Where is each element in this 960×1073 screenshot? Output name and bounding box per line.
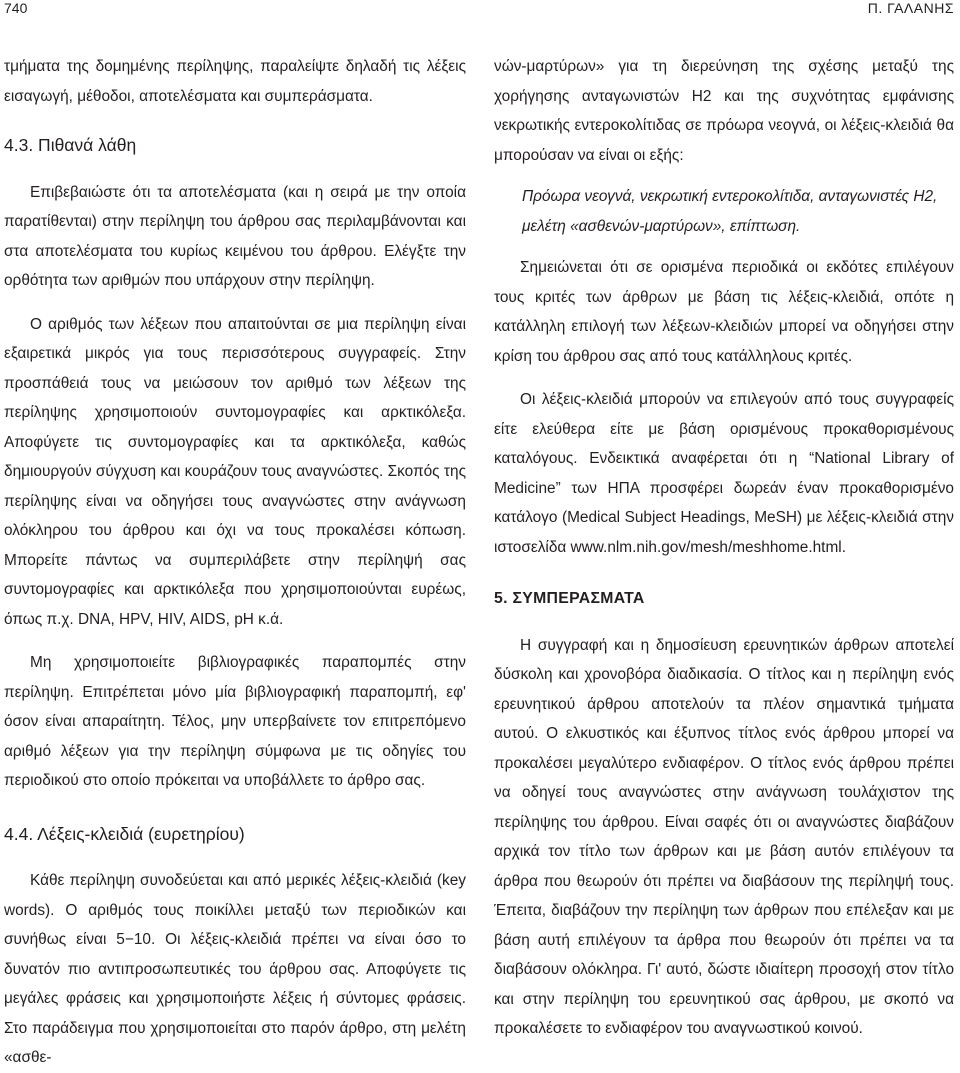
right-column bbox=[494, 52, 954, 1044]
paragraph: Ο αριθμός των λέξεων που απαιτούνται σε μια περίληψη είναι εξαιρετικά μικρός για τους περισσότερους συγγραφείς. Στην προσπάθειά τους να μειώσουν τον αριθμό των λέξεων της περίληψης χρησιμοποιούν συντομογραφίες και αρκτικόλεξα. Αποφύγετε τις συντομογραφίες και τα αρκτικόλεξα, καθώς δημιουργούν σύγχυση και κουράζουν τους αναγνώστες. Σκοπός της περίληψης είναι να οδηγήσει τους αναγνώστες στην ανάγνωση ολόκληρου του άρθρου και όχι να τους προκαλέσει κόπωση. Μπορείτε πάντως να συμπεριλάβετε στην περίληψή σας συντομογραφίες και αρκτικόλεξα που χρησιμοποιούνται ευρέως, όπως π.χ. DNA, HPV, HIV, AIDS, pH κ.ά. bbox=[4, 315, 466, 628]
section-heading-4-4: 4.4. Λέξεις-κλειδιά (ευρετηρίου) bbox=[4, 823, 245, 844]
paragraph: Σημειώνεται ότι σε ορισμένα περιοδικά οι εκδότες επιλέγουν τους κριτές των άρθρων με βάση τις λέξεις-κλειδιά, οπότε η κατάλληλη επιλογή των λέξεων-κλειδιών μπορεί να οδηγήσει στην κρίση του άρθρου σας από τους κατάλληλους κριτές. bbox=[494, 259, 954, 365]
paragraph: Οι λέξεις-κλειδιά μπορούν να επιλεγούν από τους συγγραφείς είτε ελεύθερα είτε με βάση ορισμένους προκαθορισμένους καταλόγους. Ενδεικτικά αναφέρεται ότι η “National Library of Medicine” των ΗΠΑ προσφέρει δωρεάν έναν προκαθορισμένο κατάλογο (Medical Subject Headings, MeSH) με λέξεις-κλειδιά στην ιστοσελίδα www.nlm.nih.gov/mesh/meshhome.html. bbox=[494, 391, 954, 556]
paragraph: Η συγγραφή και η δημοσίευση ερευνητικών άρθρων αποτελεί δύσκολη και χρονοβόρα διαδικασία. Ο τίτλος και η περίληψη ενός ερευνητικού άρθρου αποτελούν τα πλέον σημαντικά τμήματα αυτού. Ο ελκυστικός και έξυπνος τίτλος ενός άρθρου μπορεί να προκαλέσει μεγαλύτερο ενδιαφέρον. Ο τίτλος ενός άρθρου πρέπει να οδηγεί τους αναγνώστες στην ανάγνωση τουλάχιστον της περίληψης του άρθρου. Είναι σαφές ότι οι αναγνώστες διαβάζουν αρχικά τον τίτλο των άρθρων και με βάση αυτόν επιλέγουν τα άρθρα που θεωρούν ότι πρέπει να διαβάσουν της περίληψή τους. Έπειτα, διαβάζουν την περίληψη των άρθρων που επέλεξαν και με βάση αυτή επιλέγουν τα άρθρα που θεωρούν ότι πρέπει να τα διαβάσουν ολόκληρα. Γι' αυτό, δώστε ιδιαίτερη προσοχή στον τίτλο και στην περίληψη του ερευνητικού σας άρθρου, με σκοπό να προκαλέσετε το ενδιαφέρον του αναγνωστικού κοινού. bbox=[494, 636, 954, 1037]
section-heading-5: 5. ΣΥΜΠΕΡΑΣΜΑΤΑ bbox=[494, 590, 645, 607]
left-column bbox=[4, 52, 466, 1073]
page-number: 740 bbox=[4, 0, 28, 16]
keywords-example: Πρόωρα νεογνά, νεκρωτική εντεροκολίτιδα, ανταγωνιστές Η2, μελέτη «ασθενών-μαρτύρων», επίπτωση. bbox=[522, 188, 938, 235]
paragraph: Μη χρησιμοποιείτε βιβλιογραφικές παραπομπές στην περίληψη. Επιτρέπεται μόνο μία βιβλιογραφική παραπομπή, εφ' όσον είναι απαραίτητη. Τέλος, μην υπερβαίνετε τον επιτρεπόμενο αριθμό λέξεων για την περίληψη σύμφωνα με τις οδηγίες του περιοδικού στο οποίο πρόκειται να υποβάλλετε το άρθρο σας. bbox=[4, 654, 466, 789]
paragraph: τμήματα της δομημένης περίληψης, παραλείψτε δηλαδή τις λέξεις εισαγωγή, μέθοδοι, αποτελέσματα και συμπεράσματα. bbox=[4, 58, 466, 105]
paragraph: Επιβεβαιώστε ότι τα αποτελέσματα (και η σειρά με την οποία παρατίθενται) στην περίληψη του άρθρου σας περιλαμβάνονται και στα αποτελέσματα του κυρίως κειμένου του άρθρου. Ελέγξτε την ορθότητα των αριθμών που υπάρχουν στην περίληψη. bbox=[4, 183, 466, 289]
paragraph: Κάθε περίληψη συνοδεύεται και από μερικές λέξεις-κλειδιά (key words). Ο αριθμός τους ποικίλλει μεταξύ των περιοδικών και συνήθως είναι 5−10. Οι λέξεις-κλειδιά πρέπει να είναι όσο το δυνατόν πιο αντιπροσωπευτικές του άρθρου σας. Αποφύγετε τις μεγάλες φράσεις και χρησιμοποιήστε λέξεις ή σύντομες φράσεις. Στο παράδειγμα που χρησιμοποιείται στο παρόν άρθρο, στη μελέτη «ασθε- bbox=[4, 872, 466, 1066]
paragraph: νών-μαρτύρων» για τη διερεύνηση της σχέσης μεταξύ της χορήγησης ανταγωνιστών Η2 και της συχνότητας εμφάνισης νεκρωτικής εντεροκολίτιδας σε πρόωρα νεογνά, οι λέξεις-κλειδιά θα μπορούσαν να είναι οι εξής: bbox=[494, 58, 954, 164]
section-heading-4-3: 4.3. Πιθανά λάθη bbox=[4, 135, 137, 155]
running-head-author: Π. ΓΑΛΑΝΗΣ bbox=[867, 0, 954, 16]
